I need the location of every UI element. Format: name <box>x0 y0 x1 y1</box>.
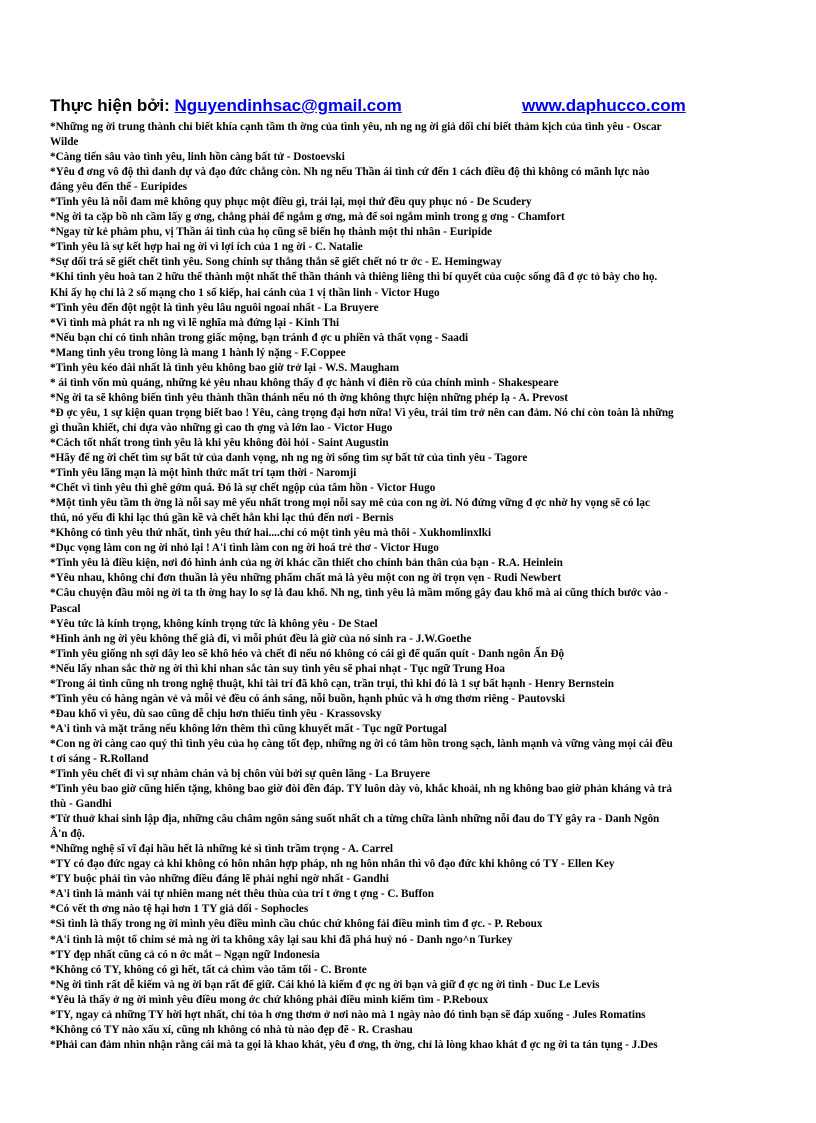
quote-line: Â'n độ. <box>50 828 85 841</box>
quote-line: * ái tình vốn mù quáng, những kẻ yêu nhau không thấy đ ợc hành vi điên rồ của chính mình - Shakespeare <box>50 376 559 389</box>
quote-line: *Tình yêu kéo dài nhất là tình yêu không bao giờ trở lại - W.S. Maugham <box>50 361 400 374</box>
quote-line: *TY có đạo đức ngay cả khi không có hôn nhân hợp pháp, nh ng hôn nhân thì vô đạo đức khi không có TY - Ellen Key <box>50 858 615 871</box>
quote-line: *Yêu nhau, không chỉ đơn thuần là yêu những phẩm chất mà là yêu một con ng ời trọn vẹn - Rudi Newbert <box>50 572 562 585</box>
quote-line: *Tình yêu lãng mạn là một hình thức mất trí tạm thời - Naromji <box>50 467 357 480</box>
quote-line: Wilde <box>50 136 79 149</box>
quote-line: *Nếu bạn chỉ có tình nhân trong giấc mộng, bạn tránh đ ợc u phiền và thất vọng - Saadi <box>50 331 469 344</box>
quote-line: *Dục vọng làm con ng ời nhỏ lại ! A'i tình làm con ng ời hoá trẻ thơ - Victor Hugo <box>50 542 439 555</box>
quote-line: *A'i tình là mảnh vải tự nhiên mang nét thêu thùa của trí t ởng t ợng - C. Buffon <box>50 888 434 901</box>
quote-line: *Cách tốt nhất trong tình yêu là khi yêu không đòi hỏi - Saint Augustin <box>50 436 389 449</box>
quote-line: *Yêu đ ơng vô độ thì danh dự và đạo đức chẳng còn. Nh ng nếu Thần ái tình cứ đến 1 cách điều độ thì không có mãnh lực nào <box>50 166 650 179</box>
quote-line: *Trong ái tình cũng nh trong nghệ thuật, khi tài trí đã khô cạn, trần trụi, thì khi đó là 1 sự bất hạnh - Henry Bernstein <box>50 677 615 690</box>
quote-line: *A'i tình và mặt trăng nếu không lớn thêm thì cũng khuyết mất - Tục ngữ Portugal <box>50 722 447 735</box>
quote-line: *Yêu là thấy ở ng ời mình yêu điều mong ớc chứ không phải điều mình kiếm tìm - P.Reboux <box>50 993 489 1006</box>
quote-line: *Tình yêu bao giờ cũng hiến tặng, không bao giờ đòi đền đáp. TY luôn dày vò, khắc khoải, nh ng không bao giờ phản kháng và trả <box>50 783 672 796</box>
quote-line: *Hãy để ng ời chết tìm sự bất tử của danh vọng, nh ng ng ời sống tìm sự bất tử của tình yêu - Tagore <box>50 452 528 465</box>
quote-line: *Không có TY, không có gì hết, tất cả chìm vào tăm tối - C. Bronte <box>50 963 367 976</box>
quote-line: *Yêu tức là kính trọng, không kính trọng tức là không yêu - De Stael <box>50 617 378 630</box>
quote-line: *Tình yêu là nỗi đam mê không quy phục một điều gì, trái lại, mọi thứ đều quy phục nó - De Scudery <box>50 196 532 209</box>
quote-line: *Ngay từ kẻ phàm phu, vị Thần ái tình của họ cũng sẽ biến họ thành một thi nhân - Euripide <box>50 226 493 239</box>
quote-line: *Khi tình yêu hoà tan 2 hữu thể thành một nhất thể thần thánh và thiêng liêng thì bí quyết của cuộc sống đã đ ợc tỏ bày cho họ. <box>50 271 658 284</box>
email-link[interactable]: Nguyendinhsac@gmail.com <box>174 96 402 115</box>
quote-line: *Một tình yêu tầm th ờng là nỗi say mê yếu nhất trong mọi nỗi say mê của con ng ời. Nó đứng vững đ ợc nhờ hy vọng sẽ có lạc <box>50 497 650 510</box>
quote-line: Khi ấy họ chỉ là 2 số mạng cho 1 số kiếp, hai cánh của 1 vị thần linh - Victor Hugo <box>50 286 440 299</box>
quote-line: *TY đẹp nhất cũng cả có n ớc mắt – Ngạn ngữ Indonesia <box>50 948 320 961</box>
author-label: Thực hiện bởi: <box>50 96 175 115</box>
quote-line: *Mang tình yêu trong lòng là mang 1 hành lý nặng - F.Coppee <box>50 346 346 359</box>
quote-line: *Tình yêu giống nh sợi dây leo sẽ khô héo và chết đi nếu nó không có cái gì để quấn quít - Danh ngôn Ấn Độ <box>50 647 565 660</box>
quote-line: *TY, ngay cả những TY hời hợt nhất, chỉ tỏa h ơng thơm ở nơi nào mà 1 ngày nào đó tình bạn sẽ đáp xuống - Jules Romatins <box>50 1008 646 1021</box>
quote-line: *Từ thuở khai sinh lập địa, những câu châm ngôn sáng suốt nhất ch a từng chữa lành những nỗi đau do TY gây ra - Danh Ngôn <box>50 813 660 826</box>
quote-line: *Đau khổ vì yêu, dù sao cũng dễ chịu hơn thiếu tình yêu - Krassovsky <box>50 707 382 720</box>
quote-line: *Ng ời ta cặp bồ nh cầm lấy g ơng, chẳng phải để ngắm g ơng, mà để soi ngắm mình trong g ơng - Chamfort <box>50 211 565 224</box>
quote-line: *Ng ời ta sẽ không biến tình yêu thành thần thánh nếu nó th ờng không thực hiện những phép lạ - A. Prevost <box>50 391 568 404</box>
quote-line: *Không có TY nào xấu xí, cũng nh không có nhà tù nào đẹp đẽ - R. Crashau <box>50 1023 413 1036</box>
quote-line: *Con ng ời càng cao quý thì tình yêu của họ càng tốt đẹp, những ng ời có tâm hồn trong sạch, lành mạnh và vững vàng mọi cái đều <box>50 737 673 750</box>
quote-line: *Tình yêu là điều kiện, nơi đó hình ảnh của ng ời khác cần thiết cho chính bản thân của bạn - R.A. Heinlein <box>50 557 563 570</box>
quote-line: *Đ ợc yêu, 1 sự kiện quan trọng biết bao ! Yêu, càng trọng đại hơn nữa! Vì yêu, trái tim trở nên can đảm. Nó chỉ còn toàn là những <box>50 406 674 419</box>
quotes-list <box>50 120 790 1053</box>
quote-line: *TY buộc phải tìn vào những điều đáng lẽ phải nghi ngờ nhất - Gandhi <box>50 873 389 886</box>
quote-line: *Tình yêu đến đột ngột là tình yêu lâu nguôi ngoai nhất - La Bruyere <box>50 301 379 314</box>
quote-line: *A'i tình là một tổ chim sẻ mà ng ời ta không xây lại sau khi đã phá huỷ nó - Danh ngo^n Turkey <box>50 933 513 946</box>
quote-line: gì thuần khiết, chỉ dựa vào những gì cao th ợng và lớn lao - Victor Hugo <box>50 421 393 434</box>
quote-line: thù - Gandhi <box>50 798 112 811</box>
author-header <box>50 96 790 118</box>
document-page <box>50 96 790 1053</box>
quote-line: *Tình yêu là sự kết hợp hai ng ời vì lợi ích của 1 ng ời - C. Natalie <box>50 241 363 254</box>
quote-line: *Phải can đảm nhìn nhận rằng cái mà ta gọi là khao khát, yêu đ ơng, th ờng, chỉ là lòng khao khát đ ợc ng ời ta tán tụng - J.Des <box>50 1038 658 1051</box>
quote-line: *Không có tình yêu thứ nhất, tình yêu thứ hai....chỉ có một tình yêu mà thôi - Xukhomlinxlki <box>50 527 492 540</box>
quote-line: *Những nghệ sĩ vĩ đại hầu hết là những kẻ sì tình trầm trọng - A. Carrel <box>50 843 393 856</box>
quote-line: *Tình yêu chết đi vì sự nhàm chán và bị chôn vùi bởi sự quên lãng - La Bruyere <box>50 768 430 781</box>
quote-line: *Ng ời tình rất dễ kiếm và ng ời bạn rất để giữ. Cái khó là kiếm đ ợc ng ời bạn và giữ đ ợc ng ời tình - Duc Le Levis <box>50 978 600 991</box>
quote-line: *Hình ảnh ng ời yêu không thể già đi, vì mỗi phút đều là giờ của nó sinh ra - J.W.Goethe <box>50 632 472 645</box>
quote-line: *Chết vì tình yêu thì ghê gớm quá. Đó là sự chết ngộp của tâm hồn - Victor Hugo <box>50 482 436 495</box>
quote-line: *Càng tiến sâu vào tình yêu, linh hồn càng bất tử - Dostoevski <box>50 151 345 164</box>
quote-line: thú, nó yếu đi khi lạc thú gần kề và chết hẳn khi lạc thú đến nơi - Bernis <box>50 512 394 525</box>
quote-line: *Câu chuyện đầu môi ng ời ta th ờng hay lo sợ là đau khổ. Nh ng, tình yêu là mầm mống gây đau khổ mà ai cũng thích bước vào - <box>50 587 669 600</box>
quote-line: *Sì tình là thấy trong ng ời mình yêu điều mình cầu chúc chứ không fải điều mình tìm đ ợc. - P. Reboux <box>50 918 543 931</box>
quote-line: *Những ng ời trung thành chỉ biết khía cạnh tầm th ờng của tình yêu, nh ng ng ời giả dối chỉ biết thảm kịch của tình yêu - Oscar <box>50 121 662 133</box>
quote-line: *Có vết th ơng nào tệ hại hơn 1 TY giả dối - Sophocles <box>50 903 309 916</box>
quote-line: Pascal <box>50 602 81 615</box>
website-link[interactable]: www.daphucco.com <box>522 96 686 115</box>
quote-line: *Nếu lấy nhan sắc thờ ng ời thì khi nhan sắc tàn suy tình yêu sẽ phai nhạt - Tục ngữ Trung Hoa <box>50 662 505 675</box>
quote-line: t ơi sáng - R.Rolland <box>50 752 149 765</box>
quote-line: *Vì tình mà phát ra nh ng vì lẽ nghĩa mà đứng lại - Kinh Thi <box>50 316 340 329</box>
quote-line: *Sự dối trá sẽ giết chết tình yêu. Song chính sự thẳng thắn sẽ giết chết nó tr ớc - E. Hemingway <box>50 256 502 269</box>
quote-line: đáng yêu đến thế - Euripides <box>50 181 188 194</box>
quote-line: *Tình yêu có hàng ngàn vẻ và mỗi vẻ đều có ánh sáng, nỗi buồn, hạnh phúc và h ơng thơm riêng - Pautovski <box>50 692 566 705</box>
